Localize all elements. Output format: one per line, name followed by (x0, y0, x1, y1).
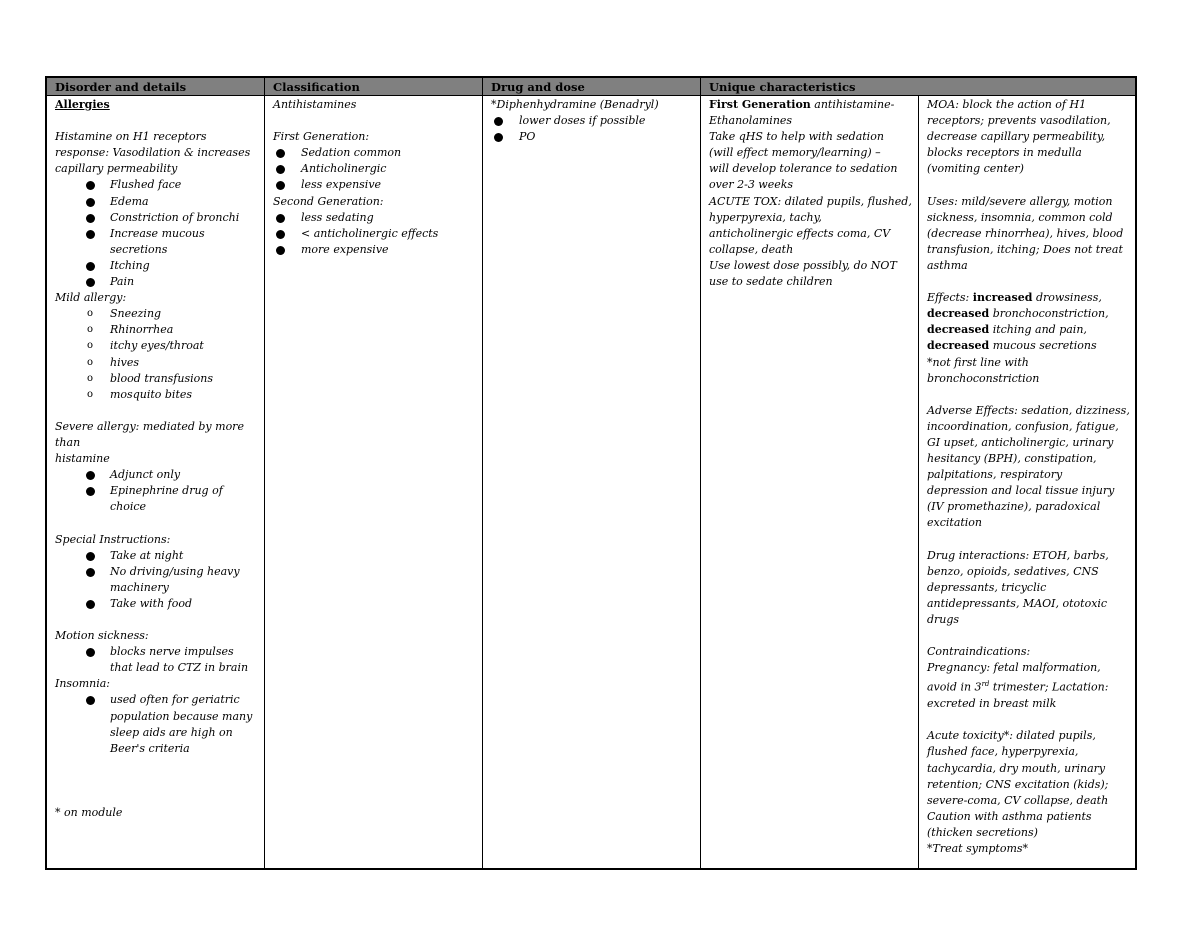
list-item: o itchy eyes/throat (55, 338, 260, 354)
moa-characteristics-cell (927, 96, 1137, 857)
first-gen-characteristics-cell: First Generation antihistamine- Ethanolamines Take qHS to help with sedation (will effect memory/learning) – will develop tolerance to sedation over 2-3 weeks ACUTE TOX: dilated pupils, flushed, hyperpyrexia, tachy, anticholinergic effects coma, CV collapse, death Use lowest dose possibly, do NOT use to sedate children (709, 96, 917, 290)
intro-line: response: Vasodilation & increases (55, 146, 251, 160)
adverse-line: hesitancy (BPH), constipation, (927, 452, 1097, 466)
bullet-icon (494, 133, 503, 142)
contraindications-line: avoid in 3rd trimester; Lactation: (927, 680, 1109, 695)
bullet-icon (86, 568, 95, 577)
insomnia-label: Insomnia: (55, 677, 110, 691)
bullet-icon (86, 262, 95, 271)
list-item: used often for geriatric (55, 692, 260, 708)
characteristic-line: (will effect memory/learning) – (709, 146, 881, 160)
uses-line: Uses: mild/severe allergy, motion (927, 194, 1113, 208)
list-item: Sedation common (273, 145, 478, 161)
bullet-icon (276, 230, 285, 239)
header-classification: Classification (273, 80, 360, 94)
list-item: less expensive (273, 177, 478, 193)
adverse-line: depression and local tissue injury (927, 484, 1115, 498)
circle-bullet-icon: o (87, 356, 94, 368)
moa-line: decrease capillary permeability, (927, 130, 1106, 144)
circle-bullet-icon: o (87, 340, 94, 352)
list-item: lower doses if possible (491, 113, 696, 129)
uses-line: asthma (927, 258, 968, 272)
acute-toxicity-line: tachycardia, dry mouth, urinary (927, 761, 1106, 775)
list-item: Pain (55, 274, 260, 290)
list-item: Adjunct only (55, 467, 260, 483)
effects-line: decreased mucous secretions (927, 339, 1097, 353)
list-item: PO (491, 129, 696, 145)
characteristic-line: anticholinergic effects coma, CV (709, 226, 891, 240)
list-item-continued: that lead to CTZ in brain (110, 661, 249, 675)
header-unique: Unique characteristics (709, 80, 856, 94)
bullet-icon (494, 117, 503, 126)
bullet-icon (86, 181, 95, 190)
list-item-continued: machinery (110, 580, 169, 594)
uses-line: sickness, insomnia, common cold (927, 210, 1113, 224)
contraindications-line: Pregnancy: fetal malformation, (927, 661, 1101, 675)
list-item-continued: population because many (110, 709, 253, 723)
drug-name: *Diphenhydramine (Benadryl) (491, 98, 659, 111)
moa-line: receptors; prevents vasodilation, (927, 114, 1111, 128)
acute-toxicity-line: Acute toxicity*: dilated pupils, (927, 729, 1096, 743)
list-item: more expensive (273, 242, 478, 258)
table-header-row (47, 78, 1135, 96)
column-divider (918, 96, 919, 868)
characteristic-line: Ethanolamines (709, 114, 793, 128)
list-item: o blood transfusions (55, 371, 260, 387)
list-item: o Sneezing (55, 306, 260, 322)
list-item-continued: secretions (110, 242, 168, 256)
effects-line: Effects: increased drowsiness, (927, 291, 1102, 305)
characteristic-line: collapse, death (709, 242, 794, 256)
interactions-line: benzo, opioids, sedatives, CNS (927, 564, 1099, 578)
severe-allergy-line: Severe allergy: mediated by more than (55, 419, 244, 449)
list-item: Take with food (55, 596, 260, 612)
bullet-icon (86, 198, 95, 207)
list-item: Take at night (55, 548, 260, 564)
characteristic-line: Take qHS to help with sedation (709, 130, 884, 144)
effects-line: decreased bronchoconstriction, (927, 307, 1109, 321)
header-disorder: Disorder and details (55, 80, 187, 94)
characteristic-line: hyperpyrexia, tachy, (709, 210, 822, 224)
bullet-icon (86, 487, 95, 496)
motion-sickness-label: Motion sickness: (55, 629, 149, 643)
bullet-icon (86, 600, 95, 609)
adverse-line: incoordination, confusion, fatigue, (927, 419, 1119, 433)
list-item-continued: Beer's criteria (110, 741, 190, 755)
first-generation-label: First Generation: (273, 130, 370, 144)
bullet-icon (86, 471, 95, 480)
mild-allergy-label: Mild allergy: (55, 291, 127, 305)
bullet-icon (86, 648, 95, 657)
column-divider (264, 78, 265, 868)
uses-line: (decrease rhinorrhea), hives, blood (927, 226, 1124, 240)
header-drug-dose: Drug and dose (491, 80, 585, 94)
bullet-icon (276, 165, 285, 174)
bullet-icon (276, 214, 285, 223)
adverse-line: Adverse Effects: sedation, dizziness, (927, 403, 1130, 417)
circle-bullet-icon: o (87, 308, 94, 320)
special-instructions-label: Special Instructions: (55, 532, 171, 546)
intro-line: capillary permeability (55, 162, 178, 176)
adverse-line: (IV promethazine), paradoxical (927, 500, 1101, 514)
list-item: Increase mucous (55, 226, 260, 242)
moa-line: blocks receptors in medulla (927, 146, 1082, 160)
column-divider (700, 78, 701, 868)
severe-allergy-line: histamine (55, 452, 110, 466)
drug-dose-cell (491, 96, 696, 145)
list-item: o mosquito bites (55, 387, 260, 403)
characteristic-line: ACUTE TOX: dilated pupils, flushed, (709, 194, 912, 208)
list-item-continued: choice (110, 500, 147, 514)
contraindications-line: excreted in breast milk (927, 697, 1057, 711)
adverse-line: GI upset, anticholinergic, urinary (927, 435, 1114, 449)
acute-toxicity-line: flushed face, hyperpyrexia, (927, 745, 1079, 759)
adverse-line: palpitations, respiratory (927, 468, 1063, 482)
adverse-line: excitation (927, 516, 983, 530)
list-item: Constriction of bronchi (55, 210, 260, 226)
column-divider (482, 78, 483, 868)
bullet-icon (276, 181, 285, 190)
list-item: o Rhinorrhea (55, 322, 260, 338)
bullet-icon (276, 149, 285, 158)
acute-toxicity-line: *Treat symptoms* (927, 841, 1029, 855)
circle-bullet-icon: o (87, 324, 94, 336)
effects-note: *not first line with (927, 355, 1029, 369)
interactions-line: antidepressants, MAOI, ototoxic (927, 596, 1108, 610)
interactions-line: Drug interactions: ETOH, barbs, (927, 548, 1109, 562)
moa-line: (vomiting center) (927, 162, 1024, 176)
classification-cell (273, 96, 478, 258)
moa-line: MOA: block the action of H1 (927, 98, 1087, 111)
list-item: Itching (55, 258, 260, 274)
bullet-icon (86, 278, 95, 287)
list-item: Epinephrine drug of (55, 483, 260, 499)
interactions-line: depressants, tricyclic (927, 580, 1047, 594)
list-item-continued: sleep aids are high on (110, 725, 233, 739)
list-item: Edema (55, 194, 260, 210)
list-item: Anticholinergic (273, 161, 478, 177)
list-item: less sedating (273, 210, 478, 226)
list-item: blocks nerve impulses (55, 644, 260, 660)
effects-line: decreased itching and pain, (927, 323, 1087, 337)
bullet-icon (86, 214, 95, 223)
acute-toxicity-line: (thicken secretions) (927, 825, 1038, 839)
characteristic-line: use to sedate children (709, 275, 833, 289)
contraindications-label: Contraindications: (927, 645, 1031, 659)
bullet-icon (276, 246, 285, 255)
effects-note: bronchoconstriction (927, 371, 1040, 385)
allergies-title: Allergies (55, 98, 110, 111)
characteristic-line: over 2-3 weeks (709, 178, 794, 192)
list-item: No driving/using heavy (55, 564, 260, 580)
footnote: * on module (55, 806, 123, 820)
intro-line: Histamine on H1 receptors (55, 130, 207, 144)
first-generation-heading: First Generation (709, 98, 811, 111)
uses-line: transfusion, itching; Does not treat (927, 242, 1123, 256)
list-item: < anticholinergic effects (273, 226, 478, 242)
characteristic-line: will develop tolerance to sedation (709, 162, 898, 176)
bullet-icon (86, 552, 95, 561)
circle-bullet-icon: o (87, 372, 94, 384)
bullet-icon (86, 230, 95, 239)
interactions-line: drugs (927, 613, 960, 626)
list-item: o hives (55, 355, 260, 371)
second-generation-label: Second Generation: (273, 194, 384, 208)
circle-bullet-icon: o (87, 388, 94, 400)
list-item: Flushed face (55, 177, 260, 193)
acute-toxicity-line: Caution with asthma patients (927, 809, 1092, 823)
classification-title: Antihistamines (273, 98, 357, 111)
bullet-icon (86, 696, 95, 705)
disorder-cell (55, 96, 260, 821)
characteristic-line: Use lowest dose possibly, do NOT (709, 258, 897, 272)
acute-toxicity-line: retention; CNS excitation (kids); (927, 777, 1109, 791)
drug-table (45, 76, 1137, 870)
acute-toxicity-line: severe-coma, CV collapse, death (927, 793, 1109, 807)
